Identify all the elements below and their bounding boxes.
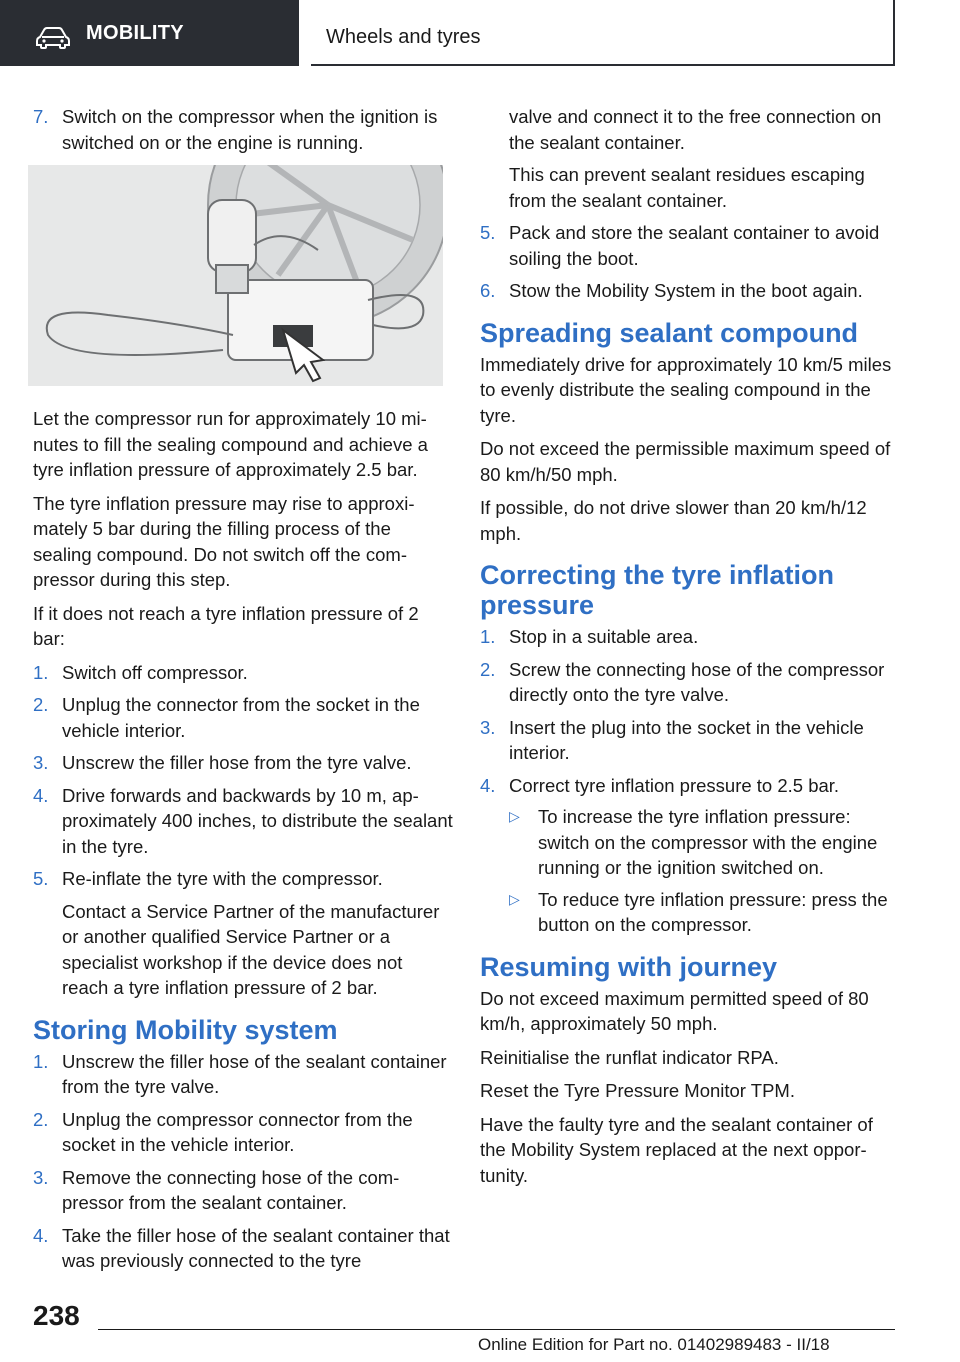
triangle-bullet-icon: ▷ [509,890,520,907]
step-text: Switch on the compressor when the ignition is switched on or the engine is running. [62,106,438,153]
paragraph: Have the faulty tyre and the sealant container of the Mobility System replaced at the next opportunity. [480,1113,873,1186]
edition-note: Online Edition for Part no. 01402989483 - II/18 [478,1335,830,1354]
list-item [480,657,900,708]
step-text: Unscrew the filler hose from the tyre valve. [62,752,412,773]
compressor-illustration [28,165,443,386]
bullet-text: To reduce tyre inflation pressure: press the button on the compressor. [538,888,888,935]
step-number: 3. [33,1166,49,1188]
step-number: 1. [33,661,49,683]
list-item [480,715,900,766]
step-text: valve and connect it to the free connection on the sealant container. [509,106,882,153]
step-text: Remove the connecting hose of the compressor from the sealant container. [62,1166,400,1213]
chapter-tab [311,0,895,66]
right-column [480,104,900,1196]
step-text: Take the filler hose of the sealant container that was previously connected to the tyre [62,1224,450,1271]
step-number: 1. [33,1050,49,1072]
step-number: 1. [480,626,496,647]
paragraph: Immediately drive for approximately 10 km/5 miles to evenly distribute the sealing compound in the tyre. [480,353,892,426]
car-icon [36,27,70,54]
step-number: 4. [33,1224,49,1246]
compressor-image [28,165,443,386]
step-number: 7. [33,106,49,127]
paragraph: Reinitialise the runflat indicator RPA. [480,1046,779,1068]
list-item-continued [480,104,900,213]
step-number: 3. [33,752,49,773]
step-number: 4. [480,774,496,796]
step-text: Unplug the connector from the socket in the vehicle interior. [62,694,420,741]
step-text: Pack and store the sealant container to avoid soiling the boot. [509,222,880,269]
list-item [480,220,900,271]
paragraph: If possible, do not drive slower than 20 km/h/12 mph. [480,497,867,544]
list-item [480,624,900,650]
step-number: 3. [480,716,496,738]
step-text: Drive forwards and backwards by 10 m, approximately 400 inches, to distribute the sealant in the tyre. [62,784,453,857]
page-number: 238 [33,1300,80,1331]
step-text: Unplug the compressor connector from the socket in the vehicle interior. [62,1108,413,1155]
section-tab [0,0,299,66]
list-item [480,278,900,304]
paragraph: If it does not reach a tyre inflation pressure of 2 bar: [33,602,419,649]
heading-storing: Storing Mobility system [33,1014,338,1045]
step-text: Unscrew the filler hose of the sealant container from the tyre valve. [62,1050,447,1097]
list-item [33,750,453,776]
list-item [33,660,453,686]
list-item [33,783,453,860]
step-note: Contact a Service Partner of the manufacturer or another qualified Service Partner or a specialist workshop if the device does not reach a tyre inflation pressure of 2 bar. [62,900,440,998]
paragraph: Let the compressor run for approximately 10 minutes to fill the sealing compound and achieve a tyre inflation pressure of approximately 2.5 bar. [33,408,428,480]
bullet-item [509,804,900,881]
heading-resuming: Resuming with journey [480,951,778,982]
section-label: MOBILITY [86,22,184,44]
step-number: 6. [480,280,496,301]
heading-correcting: Correcting the tyre inflation pressure [480,560,835,620]
paragraph: Reset the Tyre Pressure Monitor TPM. [480,1080,795,1101]
step-number: 5. [480,222,496,243]
list-item [33,1107,453,1158]
step-text: Switch off compressor. [62,661,248,683]
list [33,660,453,1001]
list-item [33,104,453,155]
step-text: Insert the plug into the socket in the vehicle interior. [509,716,864,763]
list-item [33,1165,453,1216]
list-item [33,866,453,1001]
paragraph: Do not exceed the permissible maximum speed of 80 km/h/50 mph. [480,438,891,485]
step-text: Correct tyre inflation pressure to 2.5 bar. [509,774,840,796]
list-item [33,1049,453,1100]
step-text: Re-inflate the tyre with the compressor. [62,868,383,889]
heading-spreading: Spreading sealant compound [480,317,859,348]
step-text: Stop in a suitable area. [509,626,699,647]
paragraph: The tyre inflation pressure may rise to approximately 5 bar during the filling process of the sealing compound. Do not switch off the compressor during this step. [33,492,415,590]
step-text: Stow the Mobility System in the boot again. [509,280,863,301]
step-number: 2. [33,694,49,715]
list-item [33,1223,453,1274]
triangle-bullet-icon: ▷ [509,808,520,824]
step-number: 2. [480,658,496,680]
bullet-item [509,887,900,938]
footer-divider [98,1329,895,1330]
step-note: This can prevent sealant residues escaping from the sealant container. [509,164,865,211]
step-number: 5. [33,868,49,889]
list-item [480,773,900,938]
list-item [33,692,453,743]
step-number: 2. [33,1108,49,1130]
bullet-text: To increase the tyre inflation pressure: switch on the compressor with the engine running or the ignition switched on. [538,806,878,878]
step-number: 4. [33,784,49,806]
paragraph: Do not exceed maximum permitted speed of 80 km/h, approximately 50 mph. [480,987,869,1034]
left-column [33,104,453,1281]
chapter-label: Wheels and tyres [326,26,481,48]
list [33,1049,453,1274]
page-header [0,0,960,66]
step-text: Screw the connecting hose of the compressor directly onto the tyre valve. [509,658,885,705]
